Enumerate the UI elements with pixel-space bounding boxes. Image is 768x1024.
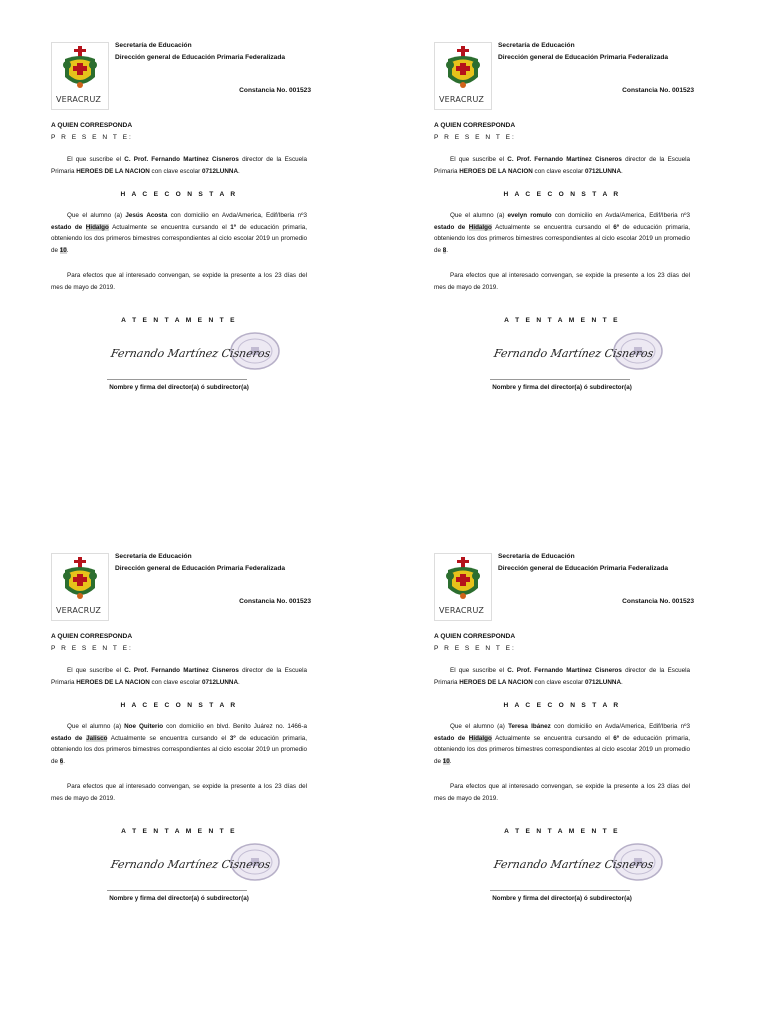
direccion-heading: Dirección general de Educación Primaria Federalizada (498, 565, 669, 572)
student-address: Avda/America, Edif/Iberia nº3 (605, 212, 690, 219)
student-paragraph: Que el alumno (a) evelyn romulo con domicilio en Avda/America, Edif/Iberia nº3 estado de Hidalgo Actualmente se encuentra cursando el 6º de educación primaria, obteniendo los dos primeros bimestres correspondientes al ciclo escolar 2019 un promedio de 8. (434, 212, 690, 254)
intro-paragraph: El que suscribe el C. Prof. Fernando Martínez Cisneros director de la Escuela Primaria HEROES DE LA NACION con clave escolar 0712LUNNA. (434, 667, 690, 686)
logo-text: VERACRUZ (439, 95, 485, 104)
signature-line (490, 379, 630, 380)
constancia-number: Constancia No. 001523 (622, 598, 694, 605)
signature-caption: Nombre y firma del director(a) ó subdirector(a) (492, 384, 632, 391)
student-paragraph: Que el alumno (a) Jesús Acosta con domicilio en Avda/America, Edif/Iberia nº3 estado de Hidalgo Actualmente se encuentra cursando el 1º de educación primaria, obteniendo los dos primeros bimestres correspondientes al ciclo escolar 2019 un promedio de 10. (51, 212, 307, 254)
director-signature: Fernando Martínez Cisneros (492, 858, 655, 871)
certificate (434, 42, 694, 422)
student-state: Hidalgo (468, 223, 492, 231)
a-quien-corresponda: A QUIEN CORRESPONDA (434, 122, 516, 129)
direccion-heading: Dirección general de Educación Primaria Federalizada (115, 54, 286, 61)
hace-constar-heading: H A C E C O N S T A R (503, 702, 621, 709)
intro-paragraph: El que suscribe el C. Prof. Fernando Martínez Cisneros director de la Escuela Primaria HEROES DE LA NACION con clave escolar 0712LUNNA. (434, 156, 690, 175)
veracruz-coat-of-arms-logo (434, 42, 492, 110)
secretaria-heading: Secretaría de Educación (115, 42, 192, 49)
veracruz-coat-of-arms-logo (434, 553, 492, 621)
intro-paragraph: El que suscribe el C. Prof. Fernando Martínez Cisneros director de la Escuela Primaria HEROES DE LA NACION con clave escolar 0712LUNNA. (51, 667, 307, 686)
hace-constar-heading: H A C E C O N S T A R (120, 702, 238, 709)
a-quien-corresponda: A QUIEN CORRESPONDA (51, 633, 133, 640)
para-efectos-paragraph: Para efectos que al interesado convengan, se expide la presente a los 23 días del mes de mayo de 2019. (434, 783, 690, 802)
student-average: 8 (442, 246, 447, 254)
signature-line (490, 890, 630, 891)
student-state: Hidalgo (468, 734, 492, 742)
certificate (51, 42, 311, 422)
director-signature: Fernando Martínez Cisneros (109, 858, 272, 871)
hace-constar-heading: H A C E C O N S T A R (120, 191, 238, 198)
student-average: 10 (59, 246, 67, 254)
secretaria-heading: Secretaría de Educación (498, 42, 575, 49)
signature-line (107, 890, 247, 891)
atentamente-label: A T E N T A M E N T E (121, 317, 237, 324)
director-signature: Fernando Martínez Cisneros (492, 347, 655, 360)
signature-caption: Nombre y firma del director(a) ó subdirector(a) (492, 895, 632, 902)
constancia-number: Constancia No. 001523 (239, 87, 311, 94)
student-name: Noe Quiterio (124, 723, 164, 730)
direccion-heading: Dirección general de Educación Primaria Federalizada (498, 54, 669, 61)
para-efectos-paragraph: Para efectos que al interesado convengan, se expide la presente a los 23 días del mes de mayo de 2019. (51, 783, 307, 802)
atentamente-label: A T E N T A M E N T E (504, 828, 620, 835)
student-name: Teresa Ibánez (508, 723, 551, 730)
certificate (434, 553, 694, 933)
para-efectos-paragraph: Para efectos que al interesado convengan, se expide la presente a los 23 días del mes de mayo de 2019. (51, 272, 307, 291)
student-name: evelyn romulo (507, 212, 552, 219)
student-grade: 6º (613, 734, 620, 742)
presente-label: P R E S E N T E: (434, 134, 516, 141)
student-name: Jesús Acosta (125, 212, 168, 219)
student-state: Hidalgo (85, 223, 109, 231)
a-quien-corresponda: A QUIEN CORRESPONDA (51, 122, 133, 129)
student-grade: 6º (613, 223, 620, 231)
student-address: Avda/America, Edif/Iberia nº3 (221, 212, 307, 219)
logo-text: VERACRUZ (56, 606, 102, 615)
veracruz-coat-of-arms-logo (51, 42, 109, 110)
student-grade: 3º (229, 734, 236, 742)
secretaria-heading: Secretaría de Educación (115, 553, 192, 560)
para-efectos-paragraph: Para efectos que al interesado convengan, se expide la presente a los 23 días del mes de mayo de 2019. (434, 272, 690, 291)
constancia-number: Constancia No. 001523 (239, 598, 311, 605)
direccion-heading: Dirección general de Educación Primaria Federalizada (115, 565, 286, 572)
intro-paragraph: El que suscribe el C. Prof. Fernando Martínez Cisneros director de la Escuela Primaria HEROES DE LA NACION con clave escolar 0712LUNNA. (51, 156, 307, 175)
student-state: Jalisco (86, 734, 108, 742)
student-paragraph: Que el alumno (a) Teresa Ibánez con domicilio en Avda/America, Edif/Iberia nº3 estado de Hidalgo Actualmente se encuentra cursando el 6º de educación primaria, obteniendo los dos primeros bimestres correspondientes al ciclo escolar 2019 un promedio de 10. (434, 723, 690, 765)
presente-label: P R E S E N T E: (51, 645, 133, 652)
secretaria-heading: Secretaría de Educación (498, 553, 575, 560)
certificate (51, 553, 311, 933)
logo-text: VERACRUZ (439, 606, 485, 615)
director-signature: Fernando Martínez Cisneros (109, 347, 272, 360)
hace-constar-heading: H A C E C O N S T A R (503, 191, 621, 198)
logo-text: VERACRUZ (56, 95, 102, 104)
presente-label: P R E S E N T E: (51, 134, 133, 141)
atentamente-label: A T E N T A M E N T E (121, 828, 237, 835)
student-address: blvd. Benito Juárez no. 1466-a (216, 723, 307, 730)
student-grade: 1º (230, 223, 237, 231)
veracruz-coat-of-arms-logo (51, 553, 109, 621)
signature-caption: Nombre y firma del director(a) ó subdirector(a) (109, 895, 249, 902)
signature-line (107, 379, 247, 380)
a-quien-corresponda: A QUIEN CORRESPONDA (434, 633, 516, 640)
signature-caption: Nombre y firma del director(a) ó subdirector(a) (109, 384, 249, 391)
constancia-number: Constancia No. 001523 (622, 87, 694, 94)
presente-label: P R E S E N T E: (434, 645, 516, 652)
atentamente-label: A T E N T A M E N T E (504, 317, 620, 324)
student-paragraph: Que el alumno (a) Noe Quiterio con domicilio en blvd. Benito Juárez no. 1466-a estado de Jalisco Actualmente se encuentra cursando el 3º de educación primaria, obteniendo los dos primeros bimestres correspondientes al ciclo escolar 2019 un promedio de 6. (51, 723, 307, 765)
student-average: 6 (59, 757, 64, 765)
student-address: Avda/America, Edif/Iberia nº3 (605, 723, 690, 730)
student-average: 10 (442, 757, 450, 765)
